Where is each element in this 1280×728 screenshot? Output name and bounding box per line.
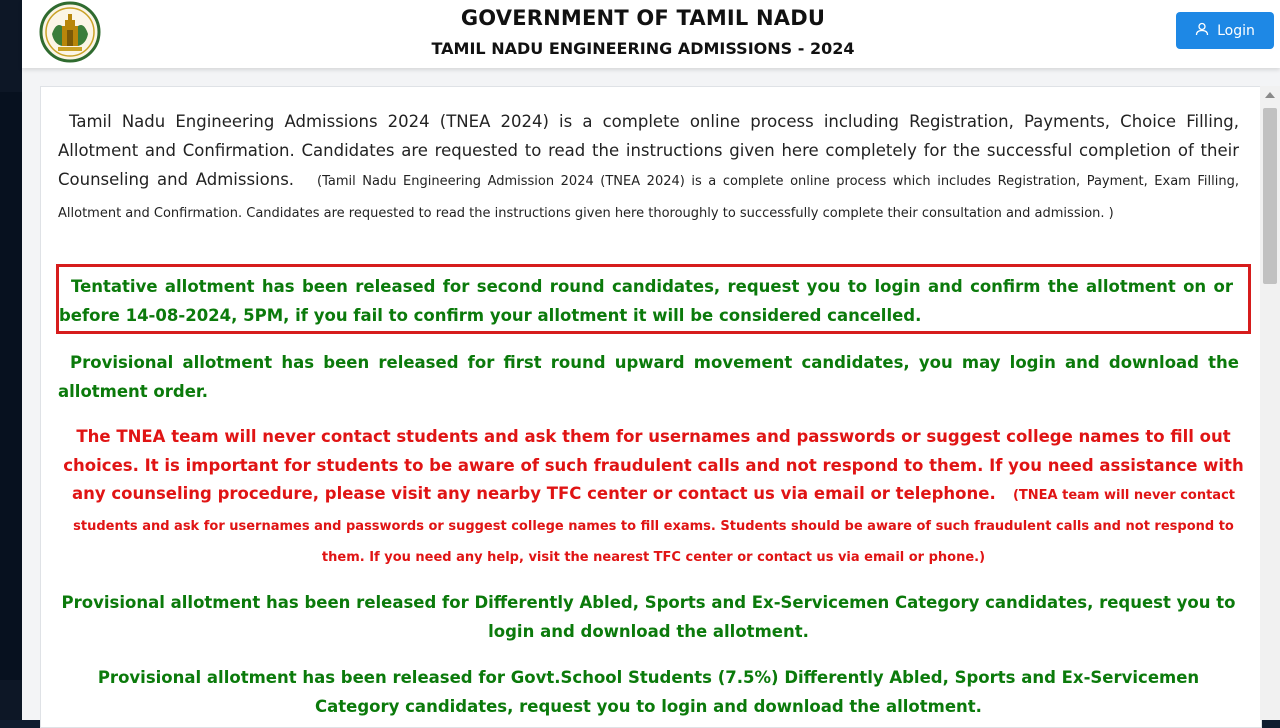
page xyxy=(22,0,1280,720)
vertical-scrollbar[interactable] xyxy=(1260,86,1280,720)
intro-block xyxy=(58,107,1239,229)
notice-upward-movement: Provisional allotment has been released for first round upward movement candidates, you may login and download the allotment order. xyxy=(58,353,1239,401)
intro-translation: (Tamil Nadu Engineering Admission 2024 (TNEA 2024) is a complete online process which includes Registration, Payment, Exam Filling, Allotment and Confirmation. Candidates are requested to read the instructions given here thoroughly to successfully complete their consultation and admission. ) xyxy=(58,174,1239,221)
login-button[interactable] xyxy=(1176,12,1274,49)
intro-paragraph xyxy=(58,107,1239,229)
left-background-band xyxy=(0,92,22,680)
page-title: GOVERNMENT OF TAMIL NADU xyxy=(460,6,826,30)
highlighted-notice: Tentative allotment has been released for second round candidates, request you to login and confirm the allotment on or before 14-08-2024, 5PM, if you fail to confirm your allotment it will be considered cancelled. xyxy=(59,277,1233,325)
login-button-label: Login xyxy=(1217,22,1255,39)
scrollbar-thumb[interactable] xyxy=(1263,108,1277,284)
fraud-warning-translation: (TNEA team will never contact students and ask for usernames and passwords or suggest college names to fill exams. Students should be aware of such fraudulent calls and not respond to them. If you need any help, visit the nearest TFC center or contact us via email or phone.) xyxy=(73,488,1235,565)
fraud-warning xyxy=(58,423,1249,573)
intro-text: Tamil Nadu Engineering Admissions 2024 (TNEA 2024) is a complete online process including Registration, Payments, Choice Filling, Allotment and Confirmation. Candidates are requested to read the instructions given here completely for the successful completion of their Counseling and Admissions. xyxy=(58,112,1239,189)
left-background-strip xyxy=(0,0,22,720)
site-header xyxy=(22,0,1280,68)
notice-special-category: Provisional allotment has been released for Differently Abled, Sports and Ex-Servicemen Category candidates, request you to login and download the allotment. xyxy=(61,593,1236,641)
page-subtitle: TAMIL NADU ENGINEERING ADMISSIONS - 2024 xyxy=(431,39,855,58)
scroll-up-arrow-icon[interactable] xyxy=(1265,92,1275,98)
user-icon xyxy=(1195,22,1209,40)
fraud-warning-text: The TNEA team will never contact students and ask them for usernames and passwords or suggest college names to fill out choices. It is important for students to be aware of such fraudulent calls and not respond to them. If you need assistance with any counseling procedure, please visit any nearby TFC center or contact us via email or telephone. xyxy=(63,427,1244,503)
notice-govt-school: Provisional allotment has been released for Govt.School Students (7.5%) Differently Abled, Sports and Ex-Servicemen Category candidates, request you to login and download the allotment. xyxy=(97,668,1200,716)
instructions-card xyxy=(40,86,1262,728)
highlighted-notice-box xyxy=(56,264,1251,334)
